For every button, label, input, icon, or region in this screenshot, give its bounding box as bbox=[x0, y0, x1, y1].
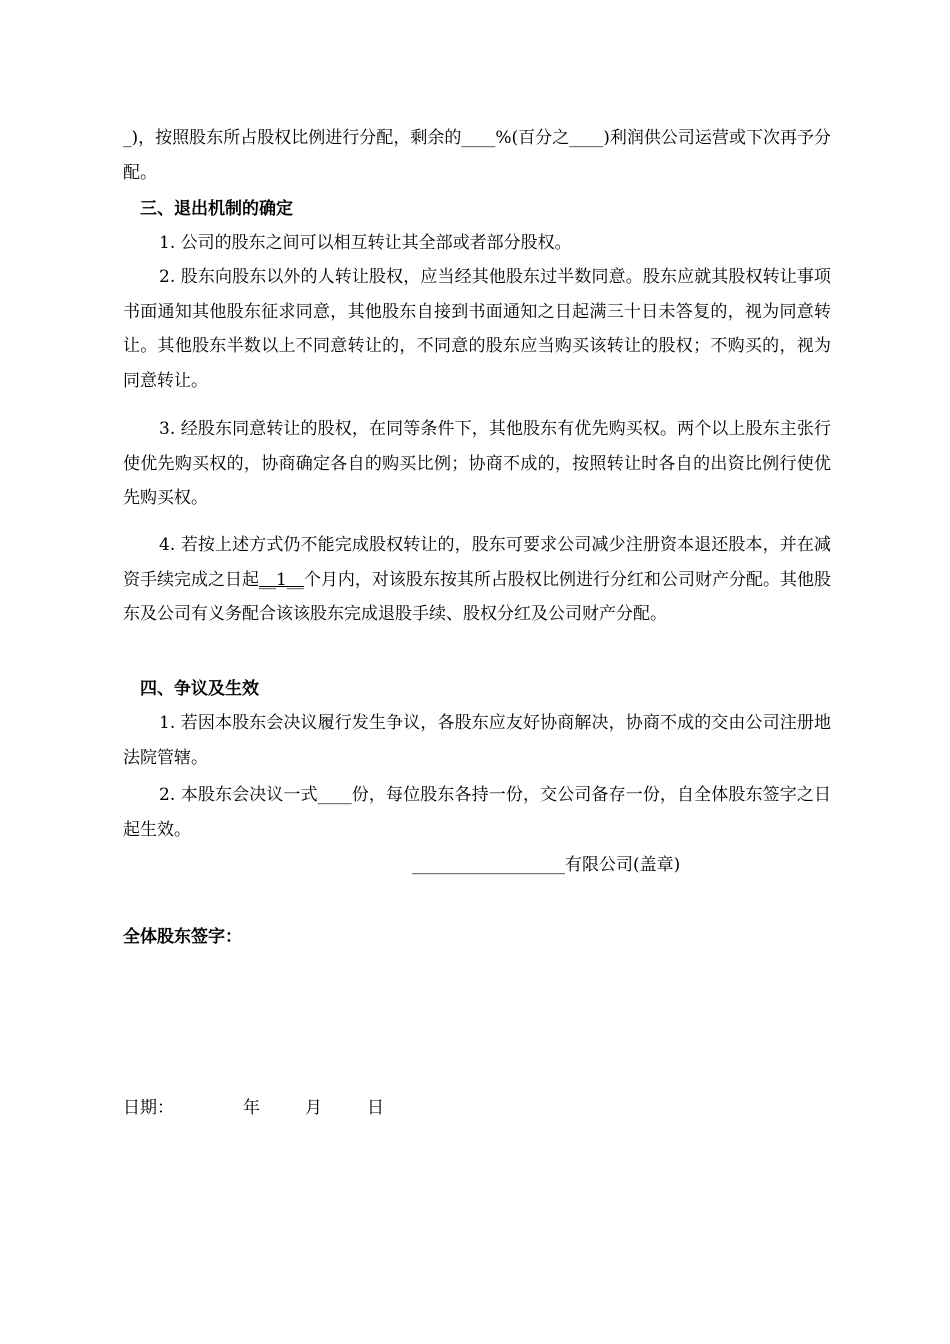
date-line bbox=[123, 1091, 384, 1125]
section-3-title: 三、退出机制的确定 bbox=[140, 199, 293, 219]
profit-distribution-continuation bbox=[123, 121, 831, 190]
section-3-item-1: 1. 公司的股东之间可以相互转让其全部或者部分股权。 bbox=[159, 233, 572, 253]
section-3-item-2: 2. 股东向股东以外的人转让股权，应当经其他股东过半数同意。股东应就其股权转让事项书面通知其他股东征求同意，其他股东自接到书面通知之日起满三十日未答复的，视为同意转让。其他股东半数以上不同意转让的，不同意的股东应当购买该转让的股权；不购买的，视为同意转让。 bbox=[123, 267, 831, 391]
shareholders-signature-label: 全体股东签字： bbox=[123, 927, 242, 947]
item-2-text-a: 2. 本股东会决议一式 bbox=[159, 785, 318, 805]
section-3-item-4 bbox=[123, 528, 831, 632]
section-4-title: 四、争议及生效 bbox=[140, 679, 259, 699]
percent-words-blank: ____ bbox=[569, 128, 604, 148]
month-label: 月 bbox=[305, 1098, 322, 1118]
day-label: 日 bbox=[367, 1098, 384, 1118]
continuation-mid: %(百分之 bbox=[495, 128, 570, 148]
item-4-text-b: 个月内，对该股东按其所占股权比例进行分红和公司财产分配。其他股东及公司有义务配合该该股东完成退股手续、股权分红及公司财产分配。 bbox=[123, 569, 832, 624]
continuation-tail: )利润供公司运营或下次再予分配。 bbox=[123, 128, 831, 183]
company-seal-label: 有限公司(盖章) bbox=[565, 855, 681, 875]
continuation-lead: _)，按照股东所占股权比例进行分配，剩余的 bbox=[123, 128, 462, 148]
section-4-item-2 bbox=[123, 778, 831, 847]
copies-blank: ____ bbox=[317, 785, 352, 805]
months-blank: __1__ bbox=[259, 569, 304, 590]
section-3-item-3: 3. 经股东同意转让的股权，在同等条件下，其他股东有优先购买权。两个以上股东主张行使优先购买权的，协商确定各自的购买比例；协商不成的，按照转让时各自的出资比例行使优先购买权。 bbox=[123, 419, 831, 508]
percent-blank: ____ bbox=[461, 128, 496, 148]
company-name-blank: __________________ bbox=[412, 855, 565, 875]
section-4-item-1: 1. 若因本股东会决议履行发生争议，各股东应友好协商解决，协商不成的交由公司注册地法院管辖。 bbox=[123, 713, 831, 768]
company-seal-line bbox=[412, 848, 680, 882]
item-2-text-b: 份，每位股东各持一份，交公司备存一份，自全体股东签字之日起生效。 bbox=[123, 785, 831, 840]
item-4-text-a: 4. 若按上述方式仍不能完成股权转让的，股东可要求公司减少注册资本退还股本，并在减资手续完成之日起 bbox=[123, 535, 831, 590]
date-label: 日期： bbox=[123, 1098, 174, 1118]
year-label: 年 bbox=[243, 1098, 260, 1118]
